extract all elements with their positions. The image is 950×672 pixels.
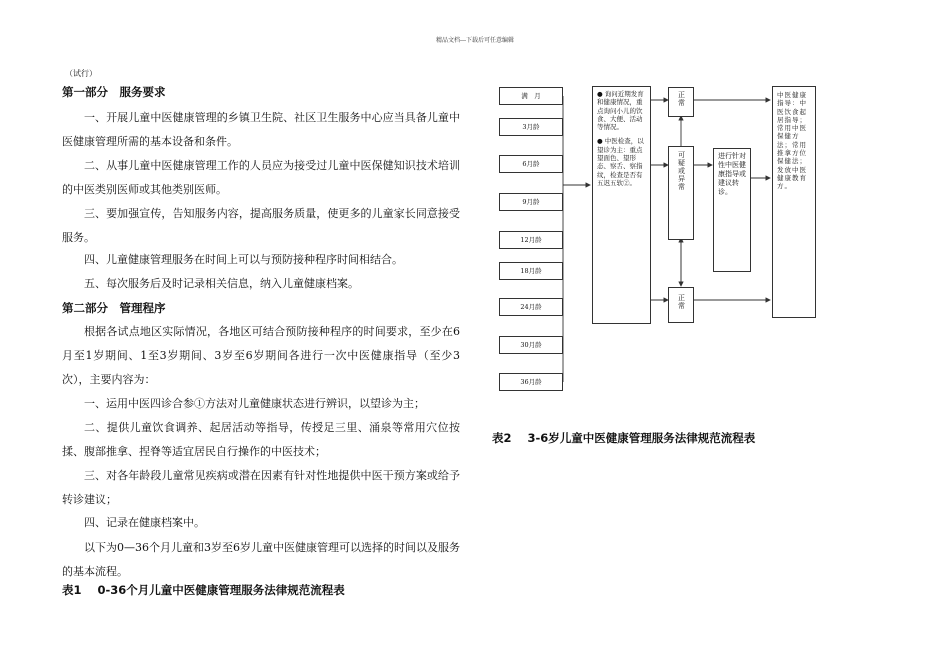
guidance-text: 中医健康指导：中医饮食起居指导；常用中医保健方法；常用推拿方位保健法；发放中医健康教育方。 bbox=[777, 91, 807, 191]
page-header: 精品文档---下载后可任意编辑 bbox=[435, 37, 515, 44]
age-box: 30月龄 bbox=[499, 336, 563, 354]
part1-item-2: 二、从事儿童中医健康管理工作的人员应为接受过儿童中医保健知识技术培训的中医类别医师或其他类别医师。 bbox=[62, 159, 460, 196]
suspect-box bbox=[668, 146, 694, 240]
age-box: 6月龄 bbox=[499, 155, 563, 173]
referral-text: 进行针对性中医健康指导或建议转诊。 bbox=[718, 152, 746, 196]
table2-title: 3-6岁儿童中医健康管理服务法律规范流程表 bbox=[527, 431, 756, 445]
suspect-label: 可疑或异常 bbox=[677, 151, 686, 191]
age-box: 18月龄 bbox=[499, 262, 563, 280]
normal-bottom-label: 正常 bbox=[677, 294, 686, 310]
normal-top-label: 正常 bbox=[677, 91, 686, 107]
inquiry-bullet-2: ● 中医检查，以望诊为主：重点望面色、望形态、察舌、察指纹，检查是否有五迟五软②。 bbox=[597, 137, 644, 187]
inquiry-bullet-1: ● 询问近期发育和健康情况，重点询问小儿的饮食、大便、活动等情况。 bbox=[597, 90, 644, 132]
part2-item-4: 四、记录在健康档案中。 bbox=[84, 516, 205, 529]
table2-number: 表2 bbox=[492, 431, 512, 445]
trial-label: （试行） bbox=[65, 69, 97, 78]
age-box: 36月龄 bbox=[499, 373, 563, 391]
part1-item-1: 一、开展儿童中医健康管理的乡镇卫生院、社区卫生服务中心应当具备儿童中医健康管理所需的基本设备和条件。 bbox=[62, 111, 460, 148]
part2-item-3: 三、对各年龄段儿童常见疾病或潜在因素有针对性地提供中医干预方案或给予转诊建议； bbox=[62, 469, 460, 506]
part1-title: 第一部分 服务要求 bbox=[62, 85, 166, 99]
guidance-box bbox=[772, 86, 816, 318]
age-box: 满 月 bbox=[499, 87, 563, 105]
age-box: 24月龄 bbox=[499, 298, 563, 316]
age-box: 12月龄 bbox=[499, 231, 563, 249]
age-box: 3月龄 bbox=[499, 118, 563, 136]
inquiry-box bbox=[592, 86, 651, 324]
part2-intro: 根据各试点地区实际情况，各地区可结合预防接种程序的时间要求，至少在6月至1岁期间、1至3岁期间、3岁至6岁期间各进行一次中医健康指导（至少3次），主要内容为： bbox=[62, 325, 460, 386]
part1-item-5: 五、每次服务后及时记录相关信息，纳入儿童健康档案。 bbox=[84, 277, 359, 290]
normal-top-box bbox=[668, 87, 694, 117]
part1-item-4: 四、儿童健康管理服务在时间上可以与预防接种程序时间相结合。 bbox=[84, 253, 403, 266]
part1-item-3: 三、要加强宣传，告知服务内容，提高服务质量，使更多的儿童家长同意接受服务。 bbox=[62, 207, 460, 244]
part2-title: 第二部分 管理程序 bbox=[62, 301, 166, 315]
referral-box bbox=[713, 148, 751, 272]
age-box: 9月龄 bbox=[499, 193, 563, 211]
part2-closing: 以下为0—36个月儿童和3岁至6岁儿童中医健康管理可以选择的时间以及服务的基本流程。 bbox=[62, 541, 460, 578]
part2-item-1: 一、运用中医四诊合参①方法对儿童健康状态进行辨识，以望诊为主； bbox=[84, 397, 425, 410]
part2-item-2: 二、提供儿童饮食调养、起居活动等指导，传授足三里、涌泉等常用穴位按揉、腹部推拿、捏脊等适宜居民自行操作的中医技术； bbox=[62, 421, 460, 458]
table1-title: 0-36个月儿童中医健康管理服务法律规范流程表 bbox=[97, 583, 345, 597]
normal-bottom-box bbox=[668, 287, 694, 323]
table1-number: 表1 bbox=[62, 583, 82, 597]
